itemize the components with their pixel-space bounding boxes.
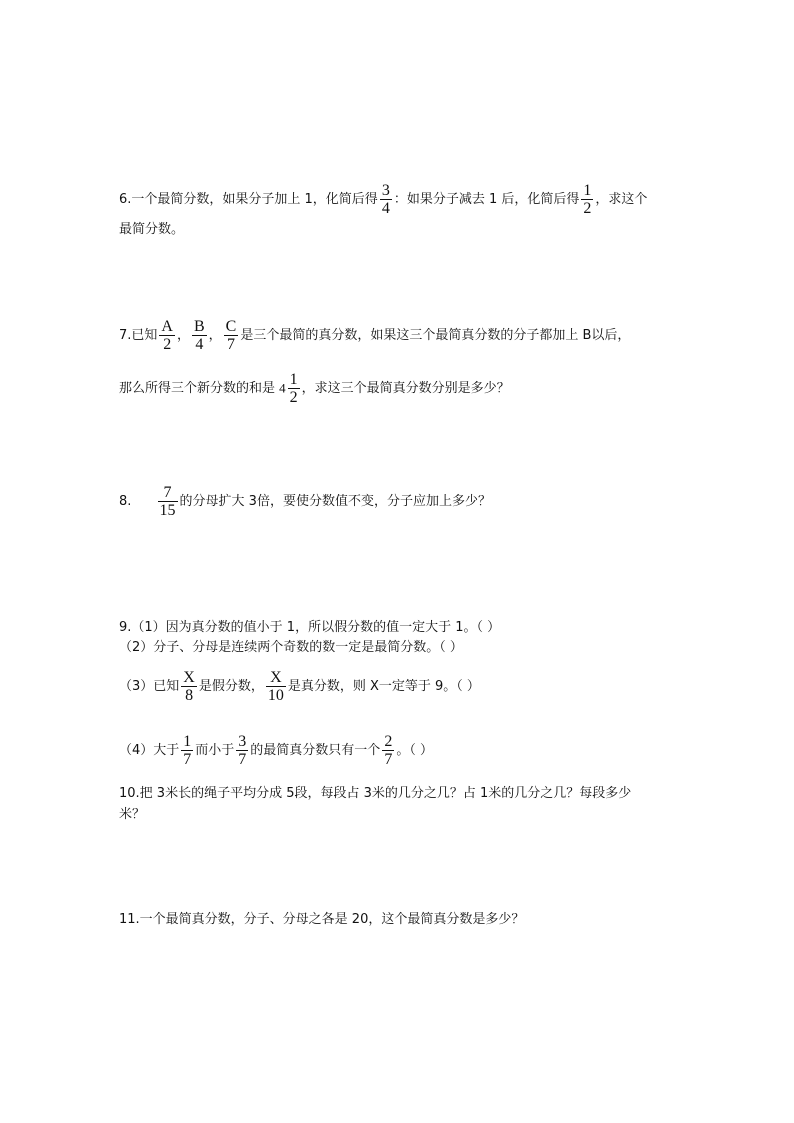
fraction-x-8 [181,669,197,704]
question-6-line-1 [119,182,647,217]
fraction-denominator: 7 [227,336,235,353]
fraction-numerator: 1 [289,371,298,388]
q9-4-text-2: 而小于 [195,743,235,758]
fraction-numerator: B [193,318,205,335]
q7-sep-1: ， [176,328,190,343]
fraction-denominator: 7 [384,751,393,768]
fraction-3-7 [236,733,248,768]
fraction-denominator: 4 [381,200,390,217]
question-9-item-3 [119,669,480,704]
fraction-denominator: 2 [163,336,172,353]
fraction-2-7 [382,733,394,768]
fraction-numerator: 1 [583,182,592,199]
fraction-denominator: 10 [267,687,284,704]
question-9-item-4 [119,733,433,768]
fraction-numerator: C [225,318,237,335]
question-7-line-1 [119,318,630,353]
question-10-line-1: 10.把 3米长的绳子平均分成 5段，每段占 3米的几分之几？占 1米的几分之几？每段多少 [119,786,632,801]
question-9-item-2: （2）分子、分母是连续两个奇数的数一定是最简分数。（ ） [119,640,463,655]
question-9-item-1: 9.（1）因为真分数的值小于 1，所以假分数的值一定大于 1。（ ） [119,620,501,635]
fraction-denominator: 7 [238,751,247,768]
fraction-numerator: X [266,669,286,687]
fraction-b-4 [192,318,207,353]
q6-text-2: ：如果分子减去 1 后，化简后得 [393,192,580,207]
fraction-denominator: 15 [159,502,176,519]
fraction-numerator: 7 [158,484,178,502]
fraction-denominator: 8 [185,687,194,704]
fraction-numerator: 3 [381,182,390,199]
fraction-denominator: 7 [183,751,192,768]
fraction-denominator: 2 [289,389,298,406]
q9-3-text-2: 是假分数， [198,679,264,694]
q7-text-1: 7.已知 [119,328,158,343]
q7-text-3: 那么所得三个新分数的和是 [119,381,276,396]
q9-3-text-1: （3）已知 [119,679,180,694]
question-8-line-1 [119,484,491,519]
fraction-c-7 [224,318,239,353]
q7-sep-2: ， [208,328,222,343]
q9-4-text-4: 。（ ） [396,743,433,758]
fraction-1-2 [581,182,593,217]
q8-text: 的分母扩大 3倍，要使分数值不变，分子应加上多少？ [179,494,491,509]
fraction-numerator: A [161,318,173,335]
fraction-numerator: 2 [384,733,393,750]
q6-text-1: 6.一个最简分数，如果分子加上 1，化简后得 [119,192,378,207]
q9-4-text-3: 的最简真分数只有一个 [250,743,381,758]
question-6-line-2: 最简分数。 [119,222,185,237]
fraction-a-2 [159,318,175,353]
fraction-1-2 [288,371,300,406]
q9-3-text-3: 是真分数，则 X一定等于 9。（ ） [287,679,480,694]
fraction-x-10 [266,669,286,704]
fraction-7-15 [158,484,178,519]
fraction-numerator: 1 [183,733,192,750]
fraction-3-4 [380,182,392,217]
fraction-numerator: 3 [238,733,247,750]
fraction-denominator: 4 [195,336,204,353]
q7-text-2: 是三个最简的真分数，如果这三个最简真分数的分子都加上 B以后， [240,328,631,343]
fraction-1-7 [181,733,193,768]
q6-text-3: ，求这个 [595,192,648,207]
question-10-line-2: 米？ [119,807,146,822]
q8-number: 8. [119,494,132,509]
fraction-numerator: X [183,669,195,686]
mixed-number-whole: 4 [279,380,286,396]
q9-4-text-1: （4）大于 [119,743,180,758]
question-7-line-2 [119,371,510,406]
q7-text-4: ，求这三个最简真分数分别是多少？ [301,381,510,396]
question-11-line-1: 11.一个最简真分数，分子、分母之各是 20，这个最简真分数是多少？ [119,912,525,927]
fraction-denominator: 2 [583,200,592,217]
